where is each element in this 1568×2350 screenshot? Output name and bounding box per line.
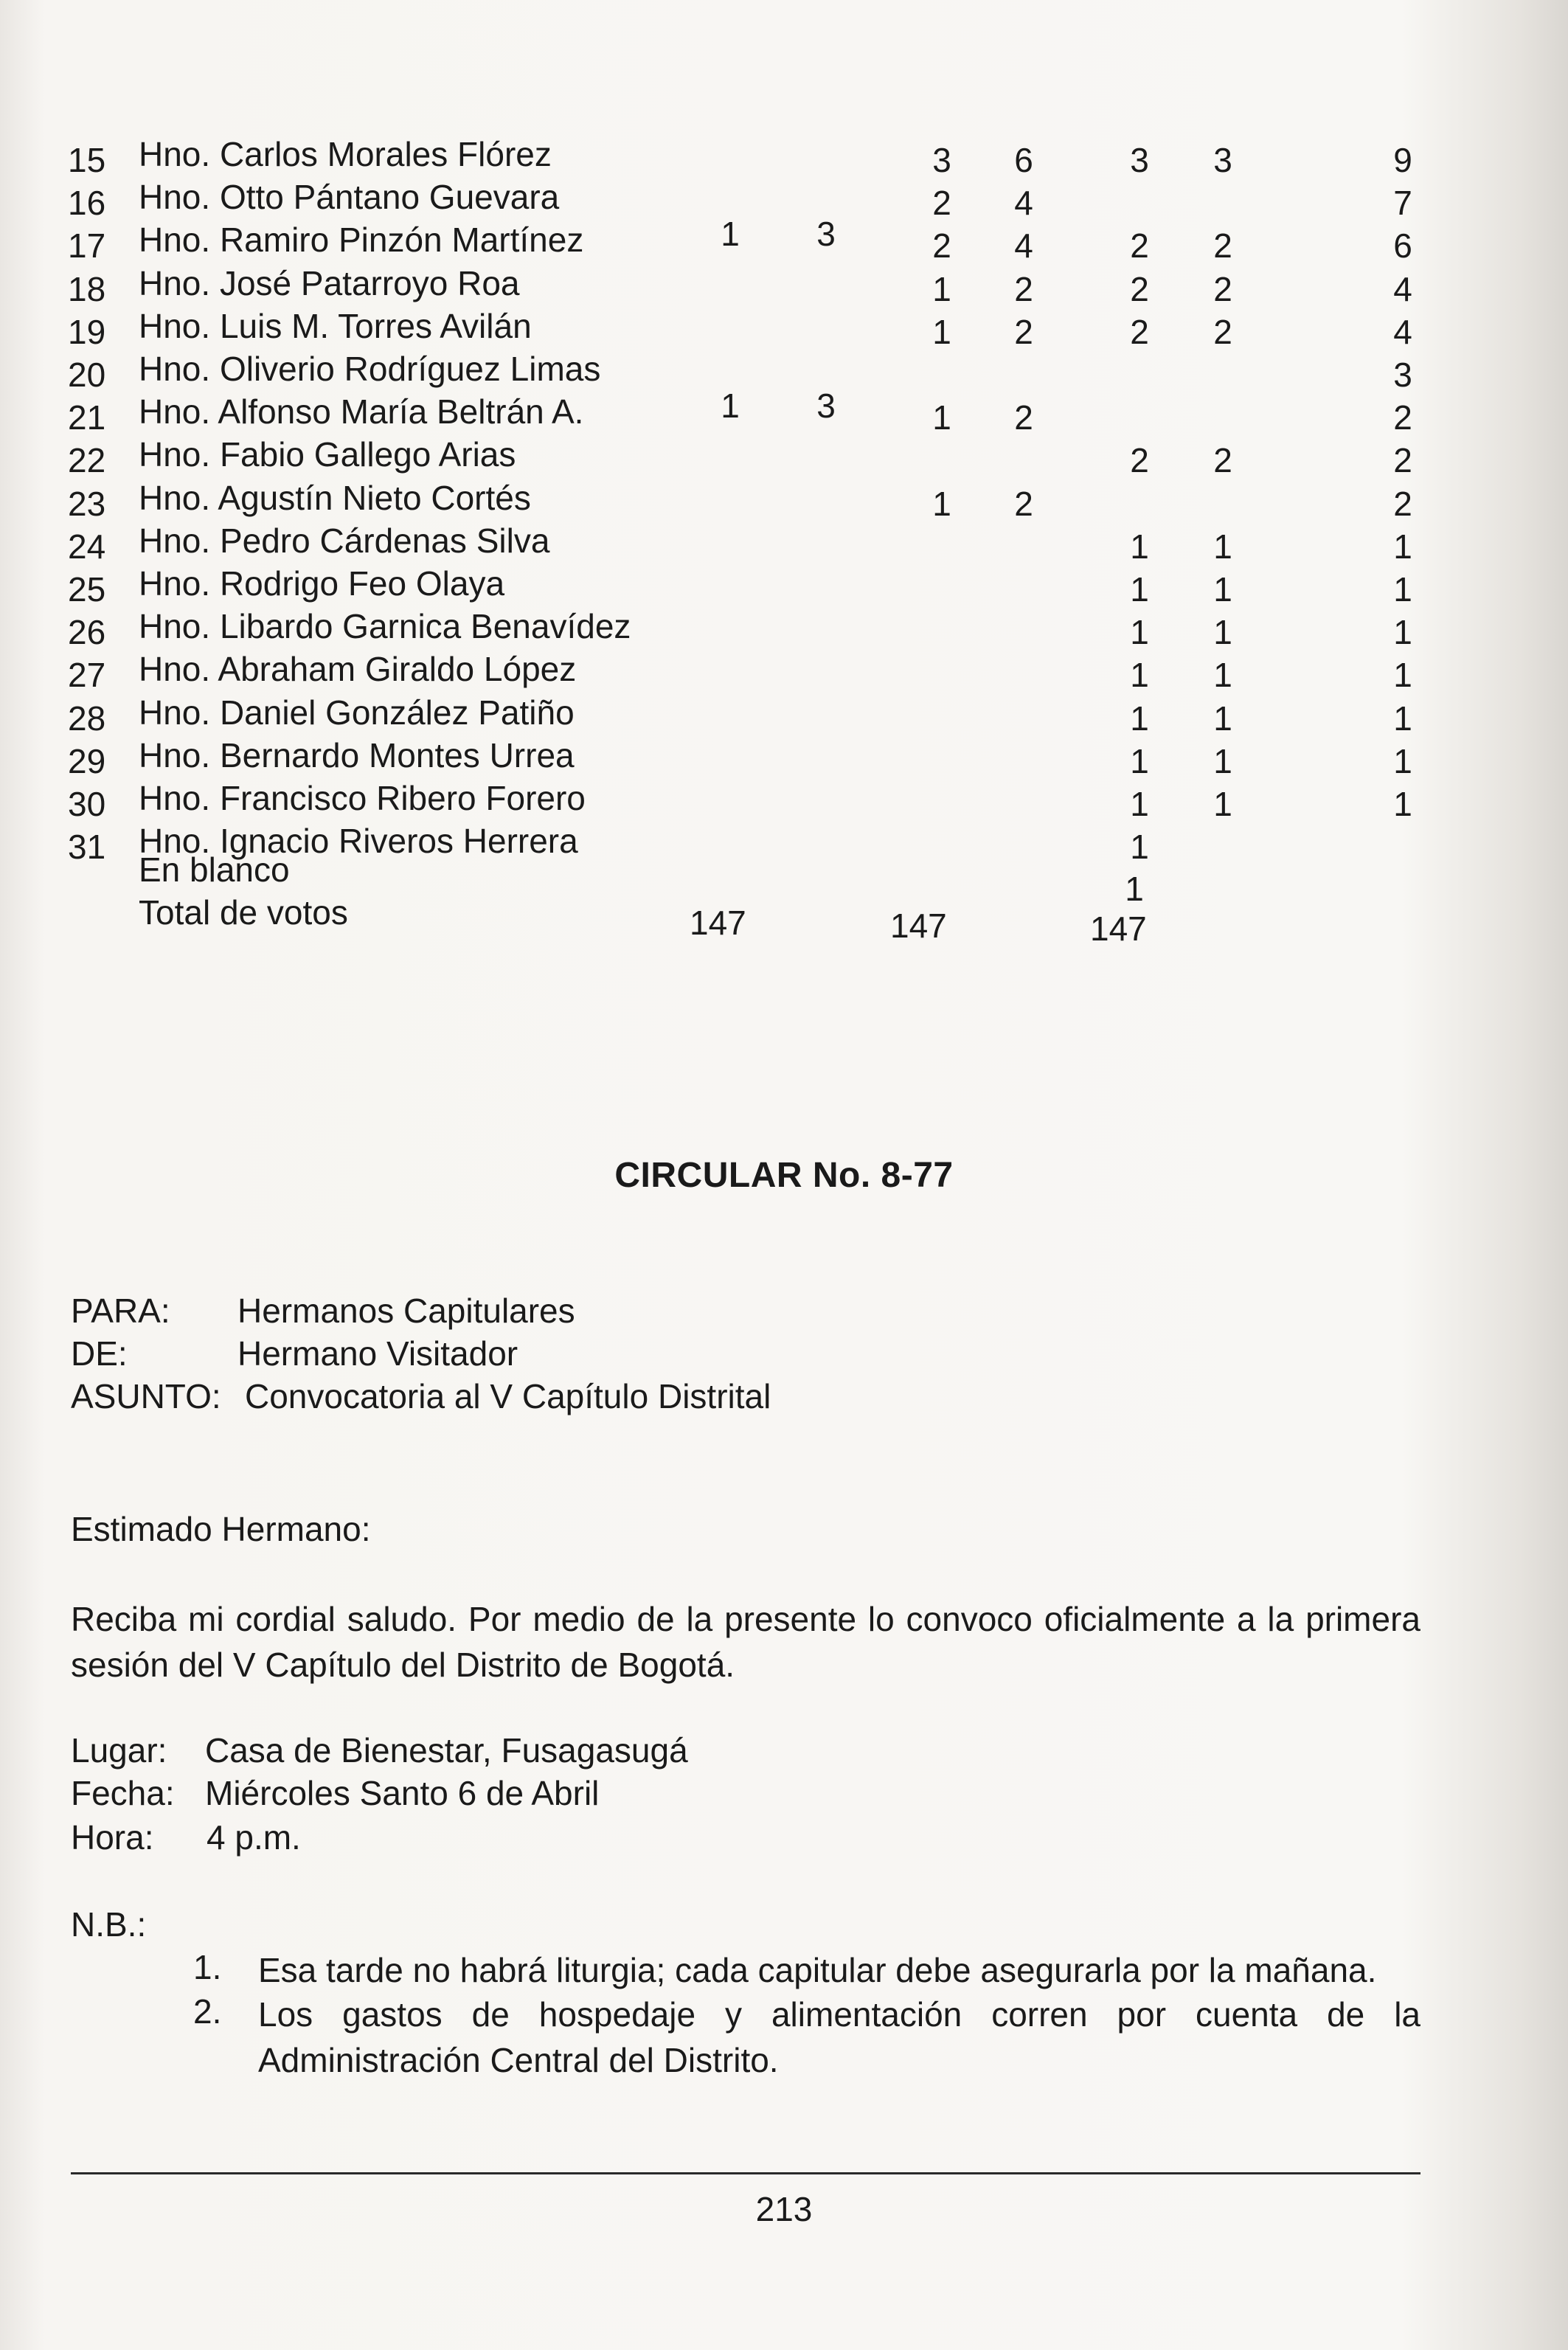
candidate-name: Hno. Ramiro Pinzón Martínez — [139, 221, 584, 260]
row-number: 21 — [68, 398, 106, 437]
vote-count-c4: 4 — [1014, 184, 1033, 223]
asunto-label: ASUNTO: — [71, 1377, 221, 1415]
candidate-name: Hno. Daniel González Patiño — [139, 693, 575, 732]
vote-count-c5: 3 — [1130, 141, 1149, 179]
candidate-name: Hno. Francisco Ribero Forero — [139, 779, 586, 817]
asunto-value: Convocatoria al V Capítulo Distrital — [245, 1377, 771, 1415]
row-number: 30 — [68, 785, 106, 823]
row-number: 29 — [68, 741, 106, 780]
row-number: 23 — [68, 484, 106, 523]
vote-count-c7: 4 — [1393, 269, 1412, 308]
vote-count-c7: 6 — [1393, 226, 1412, 266]
candidate-name: Hno. Otto Pántano Guevara — [139, 178, 560, 217]
blank-value: 1 — [1125, 870, 1144, 908]
vote-count-c4: 4 — [1014, 226, 1033, 266]
vote-count-c7: 4 — [1393, 312, 1412, 351]
row-number: 31 — [68, 828, 106, 867]
vote-count-c5: 2 — [1130, 269, 1149, 308]
candidate-name: Hno. José Patarroyo Roa — [139, 263, 520, 302]
vote-count-c3: 3 — [932, 141, 951, 179]
body-paragraph: Reciba mi cordial saludo. Por medio de la presente lo convoco oficialmente a la primera sesión del V Capítulo del Distrito de Bogotá. — [71, 1600, 1420, 1684]
vote-count-c7: 2 — [1393, 484, 1412, 523]
vote-count-c7: 9 — [1393, 141, 1412, 179]
candidate-name: Hno. Alfonso María Beltrán A. — [139, 392, 584, 431]
de-label: DE: — [71, 1334, 128, 1373]
vote-count-c3: 1 — [932, 269, 951, 308]
row-number: 17 — [68, 226, 106, 266]
vote-count-c4: 2 — [1014, 312, 1033, 351]
vote-count-c5: 1 — [1130, 656, 1149, 695]
vote-count-c6: 1 — [1213, 699, 1232, 738]
vote-count-c6: 2 — [1213, 269, 1232, 308]
row-number: 25 — [68, 570, 106, 609]
vote-count-c5: 1 — [1130, 613, 1149, 652]
vote-count-c5: 1 — [1130, 785, 1149, 823]
candidate-name: Hno. Agustín Nieto Cortés — [139, 478, 531, 517]
vote-count-c6: 2 — [1213, 226, 1232, 266]
candidate-name: Hno. Rodrigo Feo Olaya — [139, 564, 505, 603]
note-number: 1. — [193, 1948, 222, 1986]
vote-count-c2: 3 — [816, 387, 836, 425]
vote-count-c7: 1 — [1393, 527, 1412, 566]
de-value: Hermano Visitador — [237, 1334, 518, 1373]
candidate-name: Hno. Libardo Garnica Benavídez — [139, 607, 631, 646]
row-number: 22 — [68, 441, 106, 480]
vote-count-c7: 1 — [1393, 699, 1412, 738]
vote-count-c6: 2 — [1213, 312, 1232, 351]
footer-rule — [71, 2172, 1420, 2174]
greeting: Estimado Hermano: — [71, 1510, 371, 1548]
vote-count-c7: 1 — [1393, 741, 1412, 780]
hora-value: 4 p.m. — [207, 1818, 301, 1857]
vote-count-c5: 1 — [1130, 828, 1149, 867]
vote-count-c7: 1 — [1393, 785, 1412, 823]
note-text: Esa tarde no habrá liturgia; cada capitular debe asegurarla por la mañana. — [258, 1951, 1377, 1989]
candidate-name: Hno. Carlos Morales Flórez — [139, 135, 552, 173]
vote-count-c7: 2 — [1393, 441, 1412, 480]
candidate-name: Hno. Oliverio Rodríguez Limas — [139, 350, 601, 388]
vote-count-c3: 1 — [932, 398, 951, 437]
vote-count-c6: 2 — [1213, 441, 1232, 480]
vote-count-c4: 6 — [1014, 141, 1033, 179]
row-number: 24 — [68, 527, 106, 566]
fecha-label: Fecha: — [71, 1774, 175, 1812]
vote-count-c6: 1 — [1213, 656, 1232, 695]
vote-count-c5: 1 — [1130, 699, 1149, 738]
lugar-value: Casa de Bienestar, Fusagasugá — [205, 1731, 688, 1770]
vote-count-c7: 3 — [1393, 356, 1412, 394]
total-value-1: 147 — [690, 904, 746, 942]
vote-count-c5: 2 — [1130, 312, 1149, 351]
candidate-name: Hno. Abraham Giraldo López — [139, 650, 577, 689]
vote-count-c5: 1 — [1130, 741, 1149, 780]
vote-count-c5: 1 — [1130, 570, 1149, 609]
vote-count-c5: 1 — [1130, 527, 1149, 566]
total-value-2: 147 — [890, 907, 947, 945]
vote-count-c2: 3 — [816, 215, 836, 254]
vote-count-c3: 1 — [932, 484, 951, 523]
row-number: 16 — [68, 184, 106, 223]
fecha-value: Miércoles Santo 6 de Abril — [205, 1774, 600, 1812]
vote-count-c3: 1 — [932, 312, 951, 351]
vote-count-c5: 2 — [1130, 226, 1149, 266]
vote-count-c6: 3 — [1213, 141, 1232, 179]
row-number: 28 — [68, 699, 106, 738]
row-number: 19 — [68, 312, 106, 351]
vote-count-c6: 1 — [1213, 741, 1232, 780]
vote-count-c1: 1 — [721, 215, 740, 254]
vote-count-c4: 2 — [1014, 269, 1033, 308]
vote-count-c6: 1 — [1213, 570, 1232, 609]
nb-label: N.B.: — [71, 1905, 147, 1944]
candidate-name: Hno. Pedro Cárdenas Silva — [139, 521, 550, 560]
page-number: 213 — [755, 2190, 813, 2228]
vote-count-c6: 1 — [1213, 785, 1232, 823]
row-number: 26 — [68, 613, 106, 652]
lugar-label: Lugar: — [71, 1731, 167, 1770]
vote-count-c7: 2 — [1393, 398, 1412, 437]
para-label: PARA: — [71, 1292, 170, 1330]
vote-count-c3: 2 — [932, 184, 951, 223]
vote-count-c7: 7 — [1393, 184, 1412, 223]
row-number: 27 — [68, 656, 106, 695]
row-number: 15 — [68, 141, 106, 179]
vote-count-c7: 1 — [1393, 656, 1412, 695]
vote-count-c3: 2 — [932, 226, 951, 266]
note-number: 2. — [193, 1992, 222, 2031]
blank-label: En blanco — [139, 850, 290, 889]
vote-count-c1: 1 — [721, 387, 740, 425]
total-label: Total de votos — [139, 893, 348, 932]
vote-count-c7: 1 — [1393, 570, 1412, 609]
note-text: Los gastos de hospedaje y alimentación corren por cuenta de la Administración Central del Distrito. — [258, 1995, 1420, 2079]
vote-count-c4: 2 — [1014, 398, 1033, 437]
candidate-name: Hno. Luis M. Torres Avilán — [139, 306, 532, 345]
vote-count-c6: 1 — [1213, 527, 1232, 566]
row-number: 20 — [68, 356, 106, 394]
vote-count-c5: 2 — [1130, 441, 1149, 480]
row-number: 18 — [68, 269, 106, 308]
candidate-name: Hno. Fabio Gallego Arias — [139, 435, 516, 474]
vote-count-c4: 2 — [1014, 484, 1033, 523]
hora-label: Hora: — [71, 1818, 154, 1857]
para-value: Hermanos Capitulares — [237, 1292, 575, 1330]
circular-title: CIRCULAR No. 8-77 — [614, 1156, 954, 1195]
total-value-3: 147 — [1090, 909, 1147, 948]
candidate-name: Hno. Ignacio Riveros Herrera — [139, 822, 578, 861]
vote-count-c7: 1 — [1393, 613, 1412, 652]
vote-count-c6: 1 — [1213, 613, 1232, 652]
candidate-name: Hno. Bernardo Montes Urrea — [139, 735, 575, 774]
